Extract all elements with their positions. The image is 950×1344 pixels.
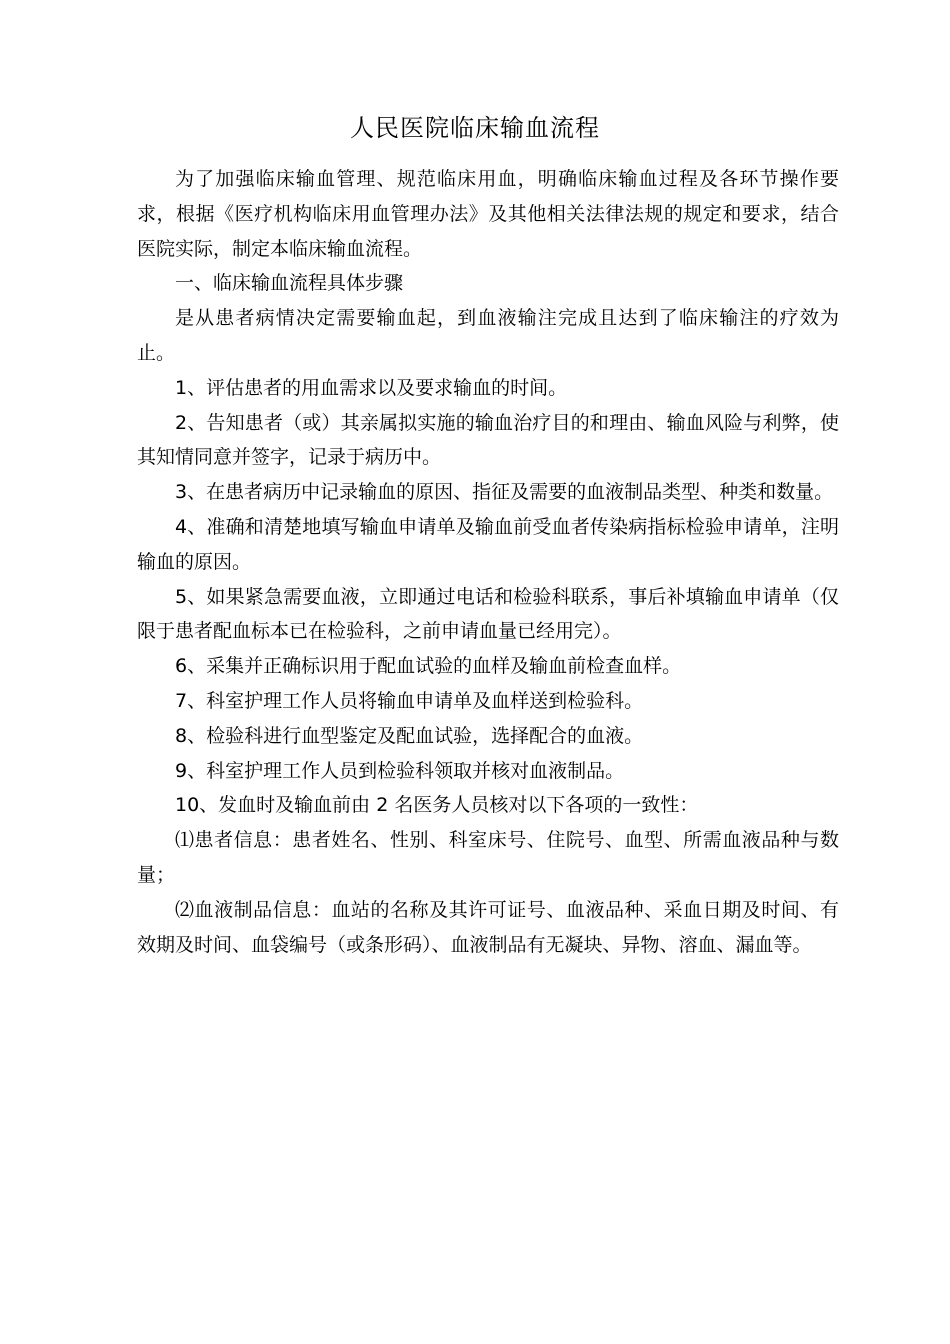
step-9: 9、科室护理工作人员到检验科领取并核对血液制品。 bbox=[175, 759, 625, 782]
document-title: 人民医院临床输血流程 bbox=[350, 114, 600, 142]
step-10: 10、发血时及输血前由 2 名医务人员核对以下各项的一致性： bbox=[175, 794, 699, 817]
step-6: 6、采集并正确标识用于配血试验的血样及输血前检查血样。 bbox=[175, 655, 682, 678]
scope-paragraph: 是从患者病情决定需要输血起，到血液输注完成且达到了临床输注的疗效为止。 bbox=[137, 307, 839, 364]
step-4: 4、准确和清楚地填写输血申请单及输血前受血者传染病指标检验申请单，注明输血的原因。 bbox=[137, 515, 839, 573]
step-7: 7、科室护理工作人员将输血申请单及血样送到检验科。 bbox=[175, 689, 644, 712]
step-2: 2、告知患者（或）其亲属拟实施的输血治疗目的和理由、输血风险与利弊，使其知情同意并签字，记录于病历中。 bbox=[137, 411, 839, 469]
step-3: 3、在患者病历中记录输血的原因、指征及需要的血液制品类型、种类和数量。 bbox=[175, 481, 834, 504]
step-1: 1、评估患者的用血需求以及要求输血的时间。 bbox=[175, 376, 568, 399]
step-8: 8、检验科进行血型鉴定及配血试验，选择配合的血液。 bbox=[175, 724, 644, 747]
intro-paragraph: 为了加强临床输血管理、规范临床用血，明确临床输血过程及各环节操作要求，根据《医疗机构临床用血管理办法》及其他相关法律法规的规定和要求，结合医院实际，制定本临床输血流程。 bbox=[137, 168, 839, 260]
step-10-item-2: ⑵血液制品信息：血站的名称及其许可证号、血液品种、采血日期及时间、有效期及时间、血袋编号（或条形码）、血液制品有无凝块、异物、溶血、漏血等。 bbox=[137, 898, 839, 956]
section-heading: 一、临床输血流程具体步骤 bbox=[175, 272, 404, 295]
step-10-item-1: ⑴患者信息：患者姓名、性别、科室床号、住院号、血型、所需血液品种与数量； bbox=[137, 829, 839, 886]
document-body bbox=[137, 162, 839, 962]
step-5: 5、如果紧急需要血液，立即通过电话和检验科联系，事后补填输血申请单（仅限于患者配血标本已在检验科，之前申请血量已经用完）。 bbox=[137, 585, 839, 643]
